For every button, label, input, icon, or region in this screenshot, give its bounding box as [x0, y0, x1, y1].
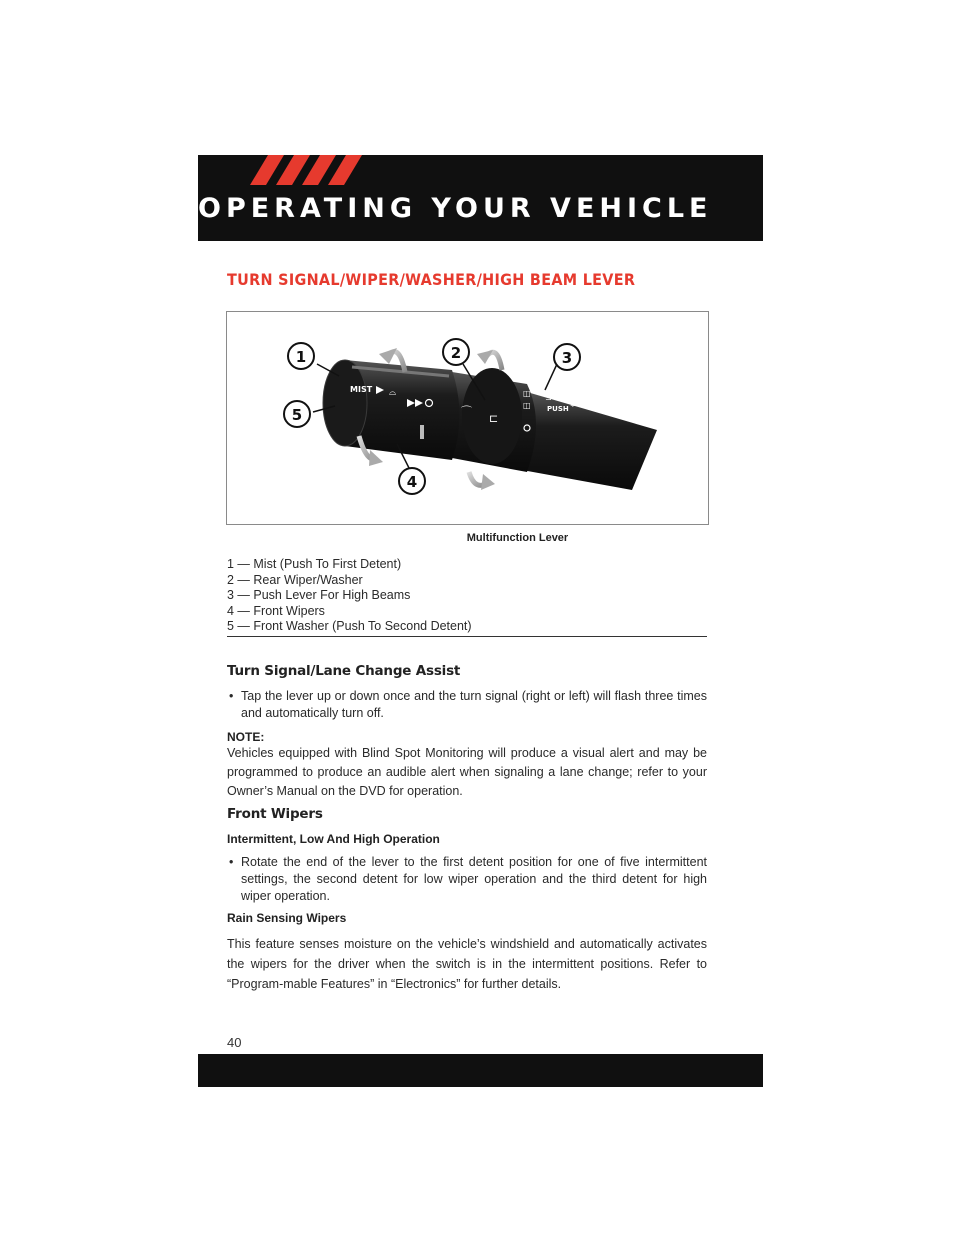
legend-item: 4 — Front Wipers	[227, 603, 325, 618]
legend-item: 5 — Front Washer (Push To Second Detent)	[227, 619, 472, 633]
page-number: 40	[227, 1035, 242, 1050]
bullet-glyph: •	[229, 855, 234, 869]
racing-stripes-logo	[250, 155, 370, 185]
footer-bar	[198, 1054, 763, 1087]
intermittent-subheading: Intermittent, Low And High Operation	[227, 832, 440, 846]
callout-4	[399, 468, 425, 494]
mist-label: MIST	[350, 385, 373, 394]
svg-text:◫: ◫	[523, 401, 531, 410]
legend-item: 1 — Mist (Push To First Detent)	[227, 557, 402, 571]
divider	[227, 636, 707, 637]
note-label: NOTE:	[227, 730, 265, 744]
svg-text:1: 1	[295, 348, 307, 366]
figure-legend	[227, 557, 472, 635]
figure-caption: Multifunction Lever	[466, 532, 569, 544]
section-title: OPERATING YOUR VEHICLE	[198, 193, 713, 224]
svg-text:3: 3	[561, 349, 573, 367]
push-label: PUSH	[547, 405, 569, 413]
svg-text:2: 2	[450, 344, 462, 362]
lever-illustration	[227, 312, 708, 524]
front-wipers-bullet: • Rotate the end of the lever to the first detent position for one of five intermittent settings, the second detent for low wiper operation and the third detent for high wiper operation.	[229, 855, 707, 903]
svg-text:4: 4	[406, 473, 418, 491]
page-title: TURN SIGNAL/WIPER/WASHER/HIGH BEAM LEVER	[227, 270, 636, 289]
callout-2	[443, 339, 469, 365]
svg-text:◫: ◫	[523, 389, 531, 398]
rain-sensing-subheading: Rain Sensing Wipers	[227, 911, 347, 925]
turn-signal-bullet: • Tap the lever up or down once and the turn signal (right or left) will flash three times and automatically turn off.	[229, 689, 707, 720]
legend-item: 3 — Push Lever For High Beams	[227, 588, 411, 602]
rain-sensing-text: This feature senses moisture on the vehicle’s windshield and automatically activates the wipers for the driver when the switch is in the intermittent positions. Refer to “Program-mable Features” in “Electronics” for further details.	[227, 937, 707, 991]
bullet-glyph: •	[229, 689, 234, 703]
callout-1	[288, 343, 314, 369]
svg-text:⌓: ⌓	[389, 388, 397, 398]
note-text: Vehicles equipped with Blind Spot Monitoring will produce a visual alert and may be programmed to produce an audible alert when signaling a lane change; refer to your Owner’s Manual on the DVD for operation.	[227, 746, 707, 798]
legend-item: 2 — Rear Wiper/Washer	[227, 572, 363, 587]
multifunction-lever-figure	[226, 311, 709, 525]
turn-signal-heading: Turn Signal/Lane Change Assist	[227, 663, 461, 679]
front-wipers-heading: Front Wipers	[227, 806, 323, 822]
svg-text:⊐: ⊐	[545, 393, 552, 402]
callout-3	[554, 344, 580, 370]
svg-text:5: 5	[291, 406, 303, 424]
callout-5	[284, 401, 310, 427]
svg-text:≑≑: ≑≑	[570, 401, 582, 409]
svg-text:⌒: ⌒	[461, 405, 472, 418]
svg-text:⊏: ⊏	[489, 412, 499, 425]
